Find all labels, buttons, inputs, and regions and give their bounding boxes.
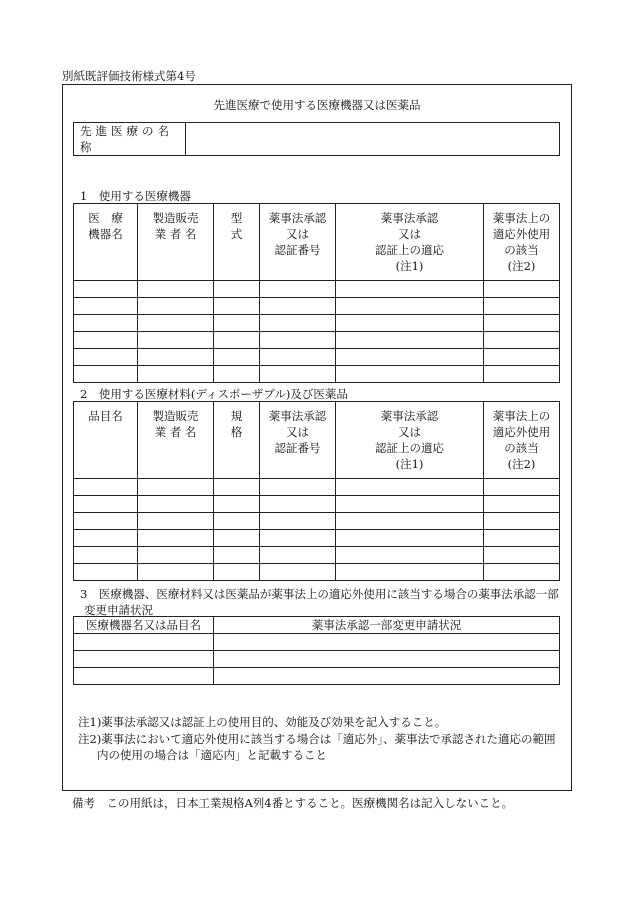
material-table-cell[interactable] — [214, 547, 260, 564]
material-table-cell[interactable] — [138, 530, 214, 547]
device-table-cell[interactable] — [138, 281, 214, 298]
device-table-cell[interactable] — [214, 298, 260, 315]
material-drug-table — [73, 401, 560, 581]
device-table-cell[interactable] — [336, 315, 484, 332]
material-table-cell[interactable] — [260, 513, 336, 530]
device-table-header-text: 認証番号 — [274, 243, 321, 257]
material-table-cell[interactable] — [138, 496, 214, 513]
material-table-cell[interactable] — [336, 547, 484, 564]
change-table-row — [74, 634, 560, 651]
device-table-header-col-5 — [484, 204, 560, 281]
material-table-cell[interactable] — [214, 513, 260, 530]
material-table-header-col-4 — [336, 402, 484, 479]
device-table-header-text: 薬事法承認 — [380, 211, 439, 225]
material-table-row — [74, 496, 560, 513]
material-table-header — [74, 402, 560, 479]
device-table-header-text: 認証上の適応 — [375, 243, 444, 257]
material-table-header-text: 認証上の適応 — [375, 441, 444, 455]
material-table-header-text: 適応外使用 — [492, 425, 551, 439]
change-table-cell[interactable] — [74, 651, 214, 668]
form-number: 別紙既評価技術様式第4号 — [62, 69, 196, 83]
technology-name-label: 先進医療の名称 — [74, 123, 186, 156]
section3-title-line1: 3 医療機器、医療材料又は医薬品が薬事法上の適応外使用に該当する場合の薬事法承認一部 — [80, 587, 559, 601]
material-table-cell[interactable] — [484, 564, 560, 581]
device-table-header-text: (注2) — [507, 259, 536, 273]
material-table-row — [74, 564, 560, 581]
device-table-header-text: 又は — [286, 227, 309, 241]
material-table-cell[interactable] — [336, 496, 484, 513]
device-table-cell[interactable] — [260, 332, 336, 349]
material-table-cell[interactable] — [336, 564, 484, 581]
technology-name-field[interactable] — [186, 123, 560, 156]
material-table-cell[interactable] — [484, 530, 560, 547]
note-2-line1: 注2)薬事法において適応外使用に該当する場合は「適応外」、薬事法で承認された適応の範囲 — [78, 732, 556, 746]
device-table-header-text: 薬事法承認 — [268, 211, 327, 225]
material-table-header-col-1 — [138, 402, 214, 479]
material-table-cell[interactable] — [484, 496, 560, 513]
change-table-cell[interactable] — [74, 668, 214, 685]
material-table-cell[interactable] — [214, 564, 260, 581]
material-table-cell[interactable] — [74, 496, 138, 513]
device-table-header-text: 機器名 — [88, 227, 123, 241]
change-application-table — [73, 616, 560, 685]
device-table-cell[interactable] — [138, 298, 214, 315]
change-table-cell[interactable] — [74, 634, 214, 651]
device-table-row — [74, 298, 560, 315]
device-table-cell[interactable] — [214, 281, 260, 298]
material-table-row — [74, 513, 560, 530]
device-table-cell[interactable] — [484, 366, 560, 383]
device-table-header-col-0 — [74, 204, 138, 281]
device-table-cell[interactable] — [336, 281, 484, 298]
device-table-cell[interactable] — [74, 315, 138, 332]
material-table-header-text: 薬事法承認 — [380, 409, 439, 423]
change-table-row — [74, 668, 560, 685]
section1-title: 1 使用する医療機器 — [80, 189, 191, 203]
footer-remarks: 備考 この用紙は，日本工業規格A列4番とすること。医療機関名は記入しないこと。 — [72, 796, 514, 810]
material-table-cell[interactable] — [74, 547, 138, 564]
material-table-header-col-0 — [74, 402, 138, 479]
device-table-header-text: (注1) — [395, 259, 424, 273]
device-table-header-text: 業 者 名 — [154, 227, 197, 241]
material-table-header-col-5 — [484, 402, 560, 479]
material-table-header-text: (注1) — [395, 457, 424, 471]
material-table-cell[interactable] — [260, 479, 336, 496]
device-table-cell[interactable] — [484, 349, 560, 366]
document-title: 先進医療で使用する医療機器又は医薬品 — [213, 98, 421, 112]
device-table-cell[interactable] — [336, 332, 484, 349]
change-table-header-status: 薬事法承認一部変更申請状況 — [214, 617, 560, 634]
material-table-header-text: 又は — [286, 425, 309, 439]
device-table-cell[interactable] — [138, 315, 214, 332]
device-table-cell[interactable] — [484, 298, 560, 315]
material-table-cell[interactable] — [74, 564, 138, 581]
device-table-cell[interactable] — [138, 332, 214, 349]
material-table-header-text: 薬事法承認 — [268, 409, 327, 423]
material-table-header-text: 認証番号 — [274, 441, 321, 455]
device-table-row — [74, 349, 560, 366]
material-table-cell[interactable] — [138, 564, 214, 581]
material-table-cell[interactable] — [138, 513, 214, 530]
device-table-header-text: 薬事法上の — [492, 211, 551, 225]
device-table-header — [74, 204, 560, 281]
material-table-row — [74, 479, 560, 496]
device-table-cell[interactable] — [214, 366, 260, 383]
device-table-cell[interactable] — [214, 332, 260, 349]
material-table-cell[interactable] — [336, 530, 484, 547]
material-table-cell[interactable] — [138, 547, 214, 564]
device-table-cell[interactable] — [214, 349, 260, 366]
material-table-row — [74, 547, 560, 564]
device-table — [73, 203, 560, 383]
device-table-row — [74, 315, 560, 332]
device-table-cell[interactable] — [138, 349, 214, 366]
technology-name-table — [73, 122, 560, 156]
note-1: 注1)薬事法承認又は認証上の使用目的、効能及び効果を記入すること。 — [78, 715, 447, 729]
material-table-header-text: (注2) — [507, 457, 536, 471]
material-table-cell[interactable] — [214, 479, 260, 496]
device-table-header-text: の該当 — [504, 243, 539, 257]
material-table-header-text: 規 — [230, 409, 243, 423]
material-table-cell[interactable] — [214, 530, 260, 547]
device-table-cell[interactable] — [260, 298, 336, 315]
note-2-line2: 内の使用の場合は「適応内」と記載すること — [97, 748, 327, 762]
material-table-cell[interactable] — [484, 513, 560, 530]
material-table-header-text: の該当 — [504, 441, 539, 455]
change-table-cell[interactable] — [214, 668, 560, 685]
material-table-header-text: 品目名 — [88, 409, 123, 423]
section2-title: 2 使用する医療材料(ディスポーザブル)及び医薬品 — [80, 387, 348, 401]
material-table-cell[interactable] — [260, 547, 336, 564]
device-table-cell[interactable] — [336, 349, 484, 366]
device-table-row — [74, 366, 560, 383]
device-table-header-col-1 — [138, 204, 214, 281]
material-table-cell[interactable] — [138, 479, 214, 496]
material-table-header-text: 格 — [230, 425, 243, 439]
device-table-cell[interactable] — [74, 332, 138, 349]
material-table-cell[interactable] — [260, 496, 336, 513]
device-table-row — [74, 332, 560, 349]
device-table-header-text: 製造販売 — [152, 211, 199, 225]
material-table-header-text: 製造販売 — [152, 409, 199, 423]
device-table-header-col-4 — [336, 204, 484, 281]
device-table-header-col-3 — [260, 204, 336, 281]
device-table-row — [74, 281, 560, 298]
change-table-cell[interactable] — [214, 634, 560, 651]
material-table-cell[interactable] — [260, 564, 336, 581]
material-table-cell[interactable] — [336, 479, 484, 496]
device-table-header-col-2 — [214, 204, 260, 281]
material-table-row — [74, 530, 560, 547]
device-table-header-text: 型 — [230, 211, 243, 225]
device-table-cell[interactable] — [260, 366, 336, 383]
material-table-cell[interactable] — [484, 547, 560, 564]
device-table-cell[interactable] — [260, 281, 336, 298]
material-table-header-text: 薬事法上の — [492, 409, 551, 423]
device-table-cell[interactable] — [484, 332, 560, 349]
material-table-header-text: 又は — [398, 425, 421, 439]
material-table-cell[interactable] — [74, 479, 138, 496]
device-table-cell[interactable] — [74, 281, 138, 298]
material-table-header-col-3 — [260, 402, 336, 479]
material-table-cell[interactable] — [484, 479, 560, 496]
device-table-header-text: 又は — [398, 227, 421, 241]
section3-title — [80, 586, 570, 618]
device-table-header-text: 式 — [230, 227, 243, 241]
change-table-row — [74, 651, 560, 668]
change-table-header-item: 医療機器名又は品目名 — [74, 617, 214, 634]
device-table-cell[interactable] — [336, 366, 484, 383]
change-table-header — [74, 617, 560, 634]
device-table-cell[interactable] — [74, 366, 138, 383]
device-table-cell[interactable] — [484, 315, 560, 332]
device-table-cell[interactable] — [260, 349, 336, 366]
material-table-cell[interactable] — [74, 530, 138, 547]
device-table-header-text: 医 療 — [88, 211, 123, 225]
device-table-cell[interactable] — [74, 298, 138, 315]
device-table-cell[interactable] — [484, 281, 560, 298]
material-table-cell[interactable] — [214, 496, 260, 513]
material-table-cell[interactable] — [336, 513, 484, 530]
device-table-cell[interactable] — [260, 315, 336, 332]
device-table-cell[interactable] — [74, 349, 138, 366]
material-table-header-text: 業 者 名 — [154, 425, 197, 439]
section3-title-line2: 変更申請状況 — [84, 603, 153, 617]
material-table-header-col-2 — [214, 402, 260, 479]
material-table-cell[interactable] — [74, 513, 138, 530]
device-table-cell[interactable] — [138, 366, 214, 383]
device-table-cell[interactable] — [214, 315, 260, 332]
change-table-cell[interactable] — [214, 651, 560, 668]
material-table-cell[interactable] — [260, 530, 336, 547]
device-table-header-text: 適応外使用 — [492, 227, 551, 241]
device-table-cell[interactable] — [336, 298, 484, 315]
